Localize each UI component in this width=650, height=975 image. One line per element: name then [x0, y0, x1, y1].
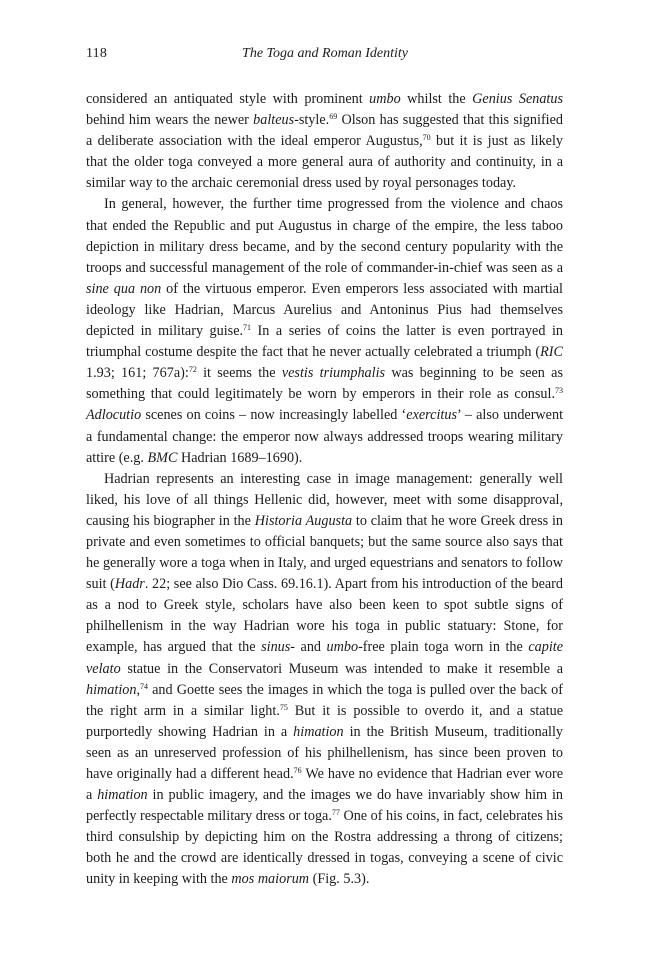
text-run: In general, however, the further time progressed from the violence and chaos that ended the Republic and put Augustus in charge of the empire, the less taboo depiction in military dress became, and by the second century popularity with the troops and successful management of the role of commander-in-chief was seen as a [86, 196, 563, 276]
text-run: Hadrian 1689–1690). [177, 449, 303, 466]
italic-text: umbo [369, 91, 401, 107]
italic-text: umbo [326, 639, 359, 656]
text-run: We have no evidence that Hadrian ever wore a [86, 766, 564, 804]
text-run: -free plain toga worn in the [358, 639, 529, 656]
italic-text: exercitus [406, 407, 457, 424]
paragraph [86, 89, 563, 194]
body-text [86, 89, 563, 891]
text-run: Hadrian represents an interesting case in image management: generally well liked, his love of all things Hellenic did, however, meet with some disapproval, causing his biographer in the [86, 470, 563, 529]
italic-text: BMC [147, 449, 178, 466]
text-run: - and [290, 639, 327, 656]
text-run: considered an antiquated style with prominent [86, 91, 370, 107]
text-run: whilst the [400, 91, 473, 107]
text-run: But it is possible to overdo it, and a statue purportedly showing Hadrian in a [86, 702, 563, 740]
italic-text: sine qua non [86, 280, 162, 297]
italic-text: Genius Senatus [472, 91, 563, 107]
text-run: of the virtuous emperor. Even emperors less associated with martial ideology like Hadrian, Marcus Aurelius and Antoninus Pius had themselves depicted in military guise. [86, 280, 563, 340]
italic-text: vestis triumphalis [281, 365, 386, 382]
text-run: ’ – also underwent a fundamental change: the emperor now always addressed troops wearing military attire (e.g. [86, 407, 564, 466]
italic-text: capite velato [86, 639, 563, 677]
footnote-ref: 72 [188, 365, 197, 375]
text-run: was beginning to be seen as something that could legitimately be worn by emperors in their role as consul. [86, 365, 564, 403]
footnote-ref: 70 [422, 133, 431, 143]
italic-text: RIC [540, 344, 563, 361]
text-run: and Goette sees the images in which the toga is pulled over the back of the right arm in a similar light. [86, 681, 563, 719]
text-run: -style. [294, 112, 330, 129]
footnote-ref: 77 [331, 808, 340, 818]
text-run: In a series of coins the latter is even portrayed in triumphal costume despite the fact that he never actually celebrated a triumph ( [86, 323, 563, 361]
italic-text: himation [86, 681, 137, 698]
italic-text: balteus [253, 112, 295, 129]
footnote-ref: 76 [293, 766, 302, 775]
page-number: 118 [86, 46, 108, 61]
text-run: behind him wears the newer [86, 112, 254, 129]
text-run: , [136, 681, 140, 698]
italic-text: himation [97, 787, 148, 804]
footnote-ref: 69 [329, 112, 338, 122]
paragraph [86, 469, 563, 891]
text-run: . 22; see also Dio Cass. 69.16.1). Apart from his introduction of the beard as a nod to Greek style, scholars have also been keen to spot subtle signs of philhellenism in the way Hadrian wore his toga in public statuary: Stone, for example, has argued that the [86, 576, 563, 656]
text-run: to claim that he wore Greek dress in private and even sometimes to official banquets; but the same source also says that he generally wore a toga when in Italy, and urged equestrians and senators to follow suit ( [86, 512, 563, 593]
text-run: in public imagery, and the images we do have invariably show him in perfectly respectable military dress or toga. [86, 787, 563, 825]
paragraph [86, 194, 563, 468]
footnote-ref: 71 [243, 323, 252, 333]
running-title: The Toga and Roman Identity [242, 46, 408, 61]
text-run: (Fig. 5.3). [309, 871, 370, 888]
italic-text: himation [293, 723, 344, 740]
italic-text: mos maiorum [231, 871, 310, 888]
text-run: Olson has suggested that this signified a deliberate association with the ideal emperor Augustus, [86, 112, 563, 150]
italic-text: Adlocutio [86, 407, 142, 424]
italic-text: sinus [261, 639, 291, 656]
footnote-ref: 74 [140, 681, 148, 691]
italic-text: Hadr [114, 576, 145, 593]
text-run: 1.93; 161; 767a): [86, 365, 189, 382]
text-run: scenes on coins – now increasingly labelled ‘ [141, 407, 407, 424]
text-run: One of his coins, in fact, celebrates his third consulship by depicting him on the Rostra addressing a throng of citizens; both he and the crowd are identically dressed in togas, conveying a scene of civic unity in keeping with the [86, 808, 563, 888]
text-run: statue in the Conservatori Museum was intended to make it resemble a [120, 660, 563, 677]
text-run: but it is just as likely that the older toga conveyed a more general aura of authority and continuity, in a similar way to the archaic ceremonial dress used by royal personages today. [86, 133, 564, 192]
text-run: in the British Museum, traditionally seen as an unreserved profession of his philhellenism, has since been proven to have originally had a different head. [86, 723, 563, 782]
italic-text: Historia Augusta [254, 512, 353, 529]
text-run: it seems the [196, 365, 282, 382]
footnote-ref: 73 [555, 386, 563, 396]
footnote-ref: 75 [279, 702, 288, 712]
